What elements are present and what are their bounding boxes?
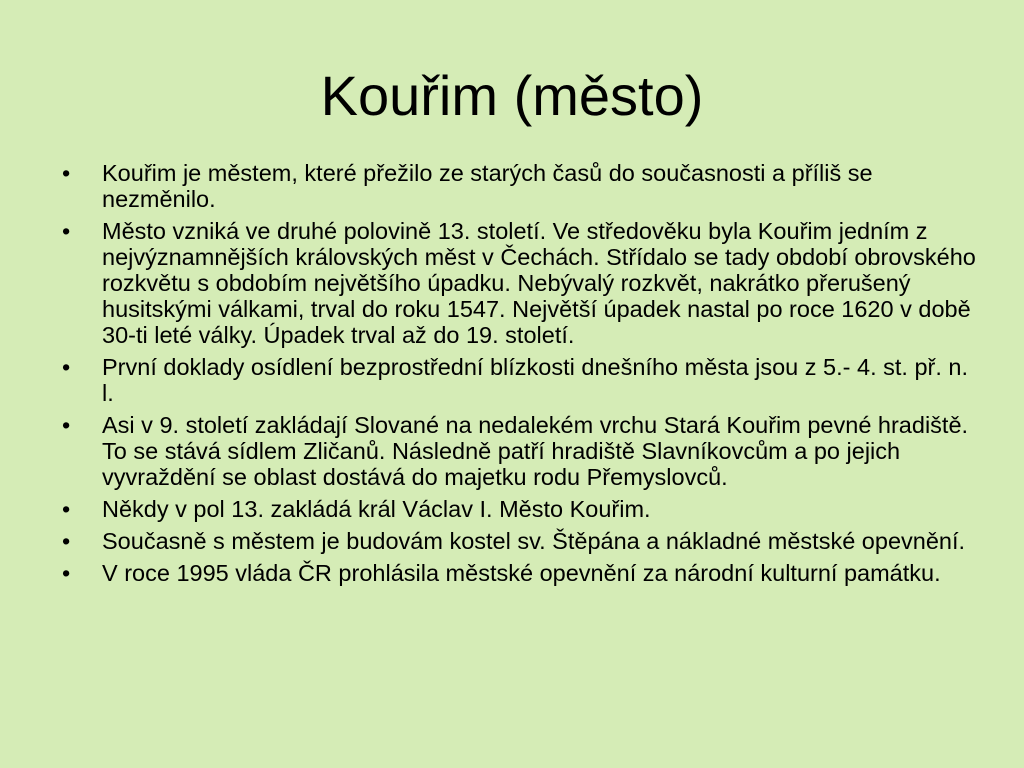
- bullet-item: [60, 496, 980, 522]
- bullet-dot-icon: •: [62, 354, 71, 380]
- bullet-text: V roce 1995 vláda ČR prohlásila městské opevnění za národní kulturní památku.: [102, 560, 941, 586]
- bullet-item: [60, 528, 980, 554]
- bullet-dot-icon: •: [62, 528, 71, 554]
- bullet-item: [60, 160, 980, 212]
- bullet-item: [60, 354, 980, 406]
- bullet-text: Město vzniká ve druhé polovině 13. století. Ve středověku byla Kouřim jedním z nejvýznamnějších královských měst v Čechách. Střídalo se tady období obrovského rozkvětu s obdobím největšího úpadku. Nebývalý rozkvět, nakrátko přerušený husitskými válkami, trval do roku 1547. Největší úpadek nastal po roce 1620 v době 30-ti leté války. Úpadek trval až do 19. století.: [102, 218, 976, 348]
- bullet-item: [60, 412, 980, 490]
- bullet-item: [60, 560, 980, 586]
- bullet-dot-icon: •: [62, 560, 71, 586]
- bullet-dot-icon: •: [62, 496, 71, 522]
- bullet-text: Kouřim je městem, které přežilo ze starých časů do současnosti a příliš se nezměnilo.: [102, 160, 873, 212]
- bullet-text: První doklady osídlení bezprostřední blízkosti dnešního města jsou z 5.- 4. st. př. n. l.: [102, 354, 969, 406]
- bullet-dot-icon: •: [62, 160, 71, 186]
- bullet-dot-icon: •: [62, 412, 71, 438]
- bullet-text: Současně s městem je budovám kostel sv. Štěpána a nákladné městské opevnění.: [102, 528, 966, 554]
- bullet-item: [60, 218, 980, 348]
- bullet-text: Asi v 9. století zakládají Slované na nedalekém vrchu Stará Kouřim pevné hradiště. To se stává sídlem Zličanů. Následně patří hradiště Slavníkovcům a po jejich vyvraždění se oblast dostává do majetku rodu Přemyslovců.: [102, 412, 969, 490]
- slide-title: Kouřim (město): [320, 64, 704, 127]
- bullet-text: Někdy v pol 13. zakládá král Václav I. Město Kouřim.: [102, 496, 651, 522]
- bullet-dot-icon: •: [62, 218, 71, 244]
- bullet-list: [60, 160, 980, 592]
